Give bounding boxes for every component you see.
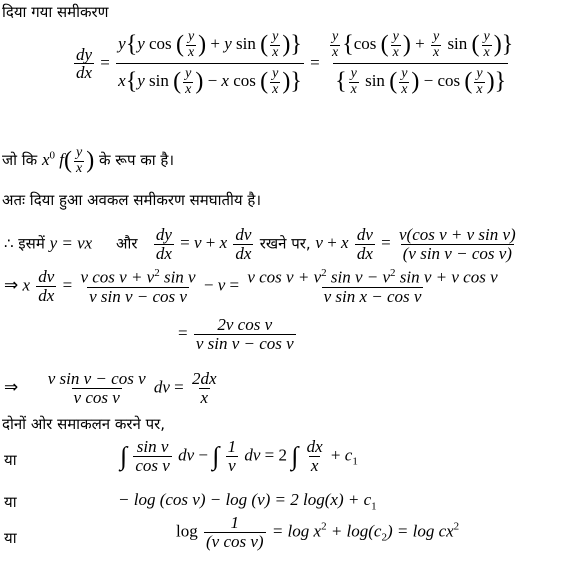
- final-equation: log $\frac{1}{\text{(v cos v)}}$ = $\log x^2 + \log(c_2) = \log cx^2$: [176, 513, 460, 551]
- given-equation-label: दिया गया समीकरण: [2, 3, 109, 21]
- form-line: जो कि $x^0$ f( $\frac{y}{x}$ ) के रूप का है।: [2, 145, 175, 176]
- or-label-1: या: [4, 451, 17, 469]
- substitution-line: ∴ इसमें y = vx और $\frac{dy}{dx}$ = v + x $\frac{dv}{dx}$ रखने पर, v + x $\frac{dv}{dx}$ = $\frac{\text{v(cos v + v sin v)}}{\text{(v sin v − cos v)}}$: [4, 225, 516, 263]
- integral-equation: ∫ $\frac{\text{sin v}}{\text{cos v}}$ dv − ∫ $\frac{1}{v}$ dv = 2 ∫ $\frac{dx}{x}$ + $c_1$: [120, 437, 358, 475]
- homogeneous-line: अतः दिया हुआ अवकल समीकरण समघातीय है।: [2, 191, 262, 209]
- main-equation: $\frac{dy}{dx}$ = y{y cos ( $\frac{y}{x}$ ) + y sin ( $\frac{y}{x}$ )} x{y sin ( $\frac{y}{x}$ ) − x cos ( $\frac{y}{x}$ )} = $\frac{y}{x}$ {cos ( $\frac{y}{x}$ ) + $\frac{y}{x}$ sin ( $\frac{y}{x}$ )} { $\frac{y}{x}$ sin ( $\frac{y}{x}$ ) − cos ( $\frac{y}{x}$ )}: [76, 29, 514, 98]
- or-label-2: या: [4, 493, 17, 511]
- step-three-equation: = $\frac{\text{2v cos v}}{\text{v sin v − cos v}}$: [178, 315, 294, 353]
- step-two-equation: ⇒ x $\frac{dv}{dx}$ = $\frac{v \cos v + v^2 \sin v}{\text{v sin v − cos v}}$ − v = $\frac{v \cos v + v^2 \sin v - v^2 \sin v + v \cos v}{\text{v sin x − cos v}}$: [4, 267, 498, 306]
- integrating-line: दोनों ओर समाकलन करने पर,: [2, 415, 166, 433]
- or-label-3: या: [4, 529, 17, 547]
- step-four-equation: ⇒ $\frac{\text{v sin v − cos v}}{\text{v cos v}}$ dv = $\frac{2dx}{x}$: [4, 369, 217, 407]
- log-equation: − log (cos v) − log (v) = 2 $\log(x) + c_1$: [118, 490, 377, 513]
